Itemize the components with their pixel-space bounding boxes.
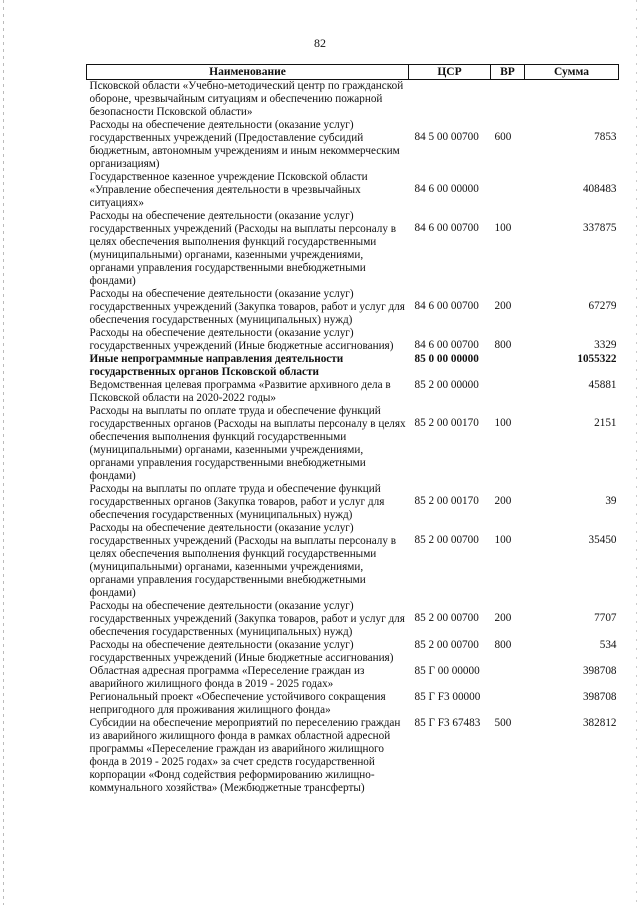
row-sum-cell: 337875 <box>582 222 617 234</box>
row-vr-cell: 500 <box>494 717 512 729</box>
row-csr-cell: 84 5 00 00700 <box>414 131 479 143</box>
row-vr-cell: 200 <box>494 612 512 624</box>
row-name-cell: Расходы на обеспечение деятельности (оказание услуг) государственных учреждений (Предоставление субсидий бюджетным, автономным учреждениям и иным некоммерческим организациям) <box>89 119 400 170</box>
row-sum-cell: 7853 <box>594 131 617 143</box>
row-vr-cell: 100 <box>494 222 512 234</box>
row-vr-cell: 100 <box>494 534 512 546</box>
row-sum-cell: 408483 <box>582 183 617 195</box>
header-name: Наименование <box>87 65 409 80</box>
row-csr-cell: 85 Г F3 00000 <box>414 691 481 703</box>
row-sum-cell: 382812 <box>582 717 617 729</box>
header-csr: ЦСР <box>409 65 491 80</box>
table-row <box>87 405 619 483</box>
table-row <box>87 288 619 327</box>
budget-table-container <box>86 64 618 795</box>
row-name-cell: Государственное казенное учреждение Псковской области «Управление обеспечения деятельности в чрезвычайных ситуациях» <box>89 171 368 209</box>
row-vr-cell <box>491 691 525 717</box>
row-name-cell: Расходы на обеспечение деятельности (оказание услуг) государственных учреждений (Закупка товаров, работ и услуг для обеспечения государственных (муниципальных) нужд) <box>89 288 405 326</box>
table-row <box>87 691 619 717</box>
row-csr-cell: 85 2 00 00170 <box>414 417 479 429</box>
row-vr-cell <box>491 171 525 210</box>
table-row <box>87 717 619 795</box>
table-row <box>87 353 619 379</box>
row-sum-cell: 534 <box>599 639 617 651</box>
row-csr-cell <box>409 80 491 120</box>
row-name-cell: Расходы на обеспечение деятельности (оказание услуг) государственных учреждений (Иные бюджетные ассигнования) <box>89 327 394 352</box>
row-name-cell: Расходы на выплаты по оплате труда и обеспечение функций государственных органов (Расходы на выплаты персоналу в целях обеспечения выполнения функций государственными (муниципальными) органами, казенными учреждениями, органами управления государственными внебюджетными фондами) <box>89 405 406 482</box>
row-sum-cell: 3329 <box>594 339 617 351</box>
row-vr-cell <box>491 80 525 120</box>
row-csr-cell: 85 2 00 00000 <box>414 379 479 391</box>
row-vr-cell: 200 <box>494 495 512 507</box>
table-row <box>87 80 619 120</box>
row-name-cell: Областная адресная программа «Переселение граждан из аварийного жилищного фонда в 2019 - 2025 годах» <box>89 665 365 690</box>
row-csr-cell: 84 6 00 00000 <box>414 183 479 195</box>
row-vr-cell: 200 <box>494 300 512 312</box>
row-name-cell: Расходы на выплаты по оплате труда и обеспечение функций государственных органов (Закупка товаров, работ и услуг для обеспечения государственных (муниципальных) нужд) <box>89 483 385 521</box>
table-row <box>87 483 619 522</box>
row-name-cell: Региональный проект «Обеспечение устойчивого сокращения непригодного для проживания жилищного фонда» <box>89 691 386 716</box>
row-vr-cell <box>491 379 525 405</box>
table-row <box>87 522 619 600</box>
row-vr-cell: 800 <box>494 639 512 651</box>
row-name-cell: Иные непрограммные направления деятельности государственных органов Псковской области <box>89 353 344 378</box>
row-sum-cell: 45881 <box>588 379 617 391</box>
row-vr-cell: 800 <box>494 339 512 351</box>
row-name-cell: Субсидии на обеспечение мероприятий по переселению граждан из аварийного жилищного фонда в рамках областной адресной программы «Переселение граждан из аварийного жилищного фонда в 2019 - 2025 годах» за счет средств государственной корпорации «Фонд содействия реформированию жилищно-коммунального хозяйства» (Межбюджетные трансферты) <box>89 717 401 794</box>
row-sum-cell: 1055322 <box>577 353 617 365</box>
scan-edge-left <box>3 0 4 905</box>
header-sum: Сумма <box>525 65 619 80</box>
row-csr-cell: 85 2 00 00700 <box>414 534 479 546</box>
table-body <box>87 80 619 796</box>
page-number: 82 <box>314 36 326 50</box>
row-name-cell: Расходы на обеспечение деятельности (оказание услуг) государственных учреждений (Расходы на выплаты персоналу в целях обеспечения выполнения функций государственными (муниципальными) органами, казенными учреждениями, органами управления государственными внебюджетными фондами) <box>89 210 397 287</box>
row-csr-cell: 84 6 00 00700 <box>414 300 479 312</box>
row-sum-cell: 7707 <box>594 612 617 624</box>
table-row <box>87 600 619 639</box>
row-csr-cell: 84 6 00 00700 <box>414 339 479 351</box>
table-row <box>87 665 619 691</box>
row-name-cell: Псковской области «Учебно-методический центр по гражданской обороне, чрезвычайным ситуациям и обеспечению пожарной безопасности Псковской области» <box>89 80 404 118</box>
row-csr-cell: 85 0 00 00000 <box>414 353 479 365</box>
row-name-cell: Расходы на обеспечение деятельности (оказание услуг) государственных учреждений (Расходы на выплаты персоналу в целях обеспечения выполнения функций государственными (муниципальными) органами, казенными учреждениями, органами управления государственными внебюджетными фондами) <box>89 522 397 599</box>
row-vr-cell: 600 <box>494 131 512 143</box>
row-name-cell: Расходы на обеспечение деятельности (оказание услуг) государственных учреждений (Иные бюджетные ассигнования) <box>89 639 394 664</box>
row-sum-cell: 398708 <box>582 665 617 677</box>
row-vr-cell: 100 <box>494 417 512 429</box>
row-sum-cell: 2151 <box>594 417 617 429</box>
row-sum-cell: 35450 <box>588 534 617 546</box>
row-csr-cell: 85 Г F3 67483 <box>414 717 481 729</box>
row-sum-cell: 39 <box>605 495 617 507</box>
table-row <box>87 171 619 210</box>
row-vr-cell <box>491 353 525 379</box>
row-sum-cell: 398708 <box>582 691 617 703</box>
table-row <box>87 639 619 665</box>
budget-table <box>86 64 619 795</box>
row-csr-cell: 85 2 00 00700 <box>414 612 479 624</box>
scan-edge-right <box>636 0 637 905</box>
row-csr-cell: 85 Г 00 00000 <box>414 665 480 677</box>
table-row <box>87 119 619 171</box>
table-header-row <box>87 65 619 80</box>
row-csr-cell: 85 2 00 00170 <box>414 495 479 507</box>
table-row <box>87 379 619 405</box>
row-name-cell: Ведомственная целевая программа «Развитие архивного дела в Псковской области на 2020-2022 годы» <box>89 379 391 404</box>
row-name-cell: Расходы на обеспечение деятельности (оказание услуг) государственных учреждений (Закупка товаров, работ и услуг для обеспечения государственных (муниципальных) нужд) <box>89 600 405 638</box>
table-row <box>87 210 619 288</box>
header-vr: ВР <box>491 65 525 80</box>
table-row <box>87 327 619 353</box>
row-vr-cell <box>491 665 525 691</box>
row-csr-cell: 84 6 00 00700 <box>414 222 479 234</box>
row-sum-cell: 67279 <box>588 300 617 312</box>
row-csr-cell: 85 2 00 00700 <box>414 639 479 651</box>
row-sum-cell <box>525 80 619 120</box>
